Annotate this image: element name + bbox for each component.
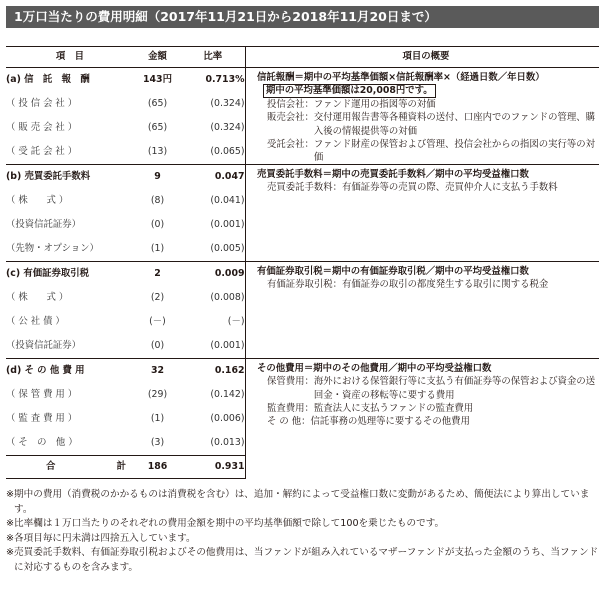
row-ratio: (0.041) bbox=[181, 189, 245, 213]
row-amount: 2 bbox=[134, 262, 181, 287]
overview-head: 信託報酬＝期中の平均基準価額×信託報酬率×（経過日数／年日数） bbox=[257, 72, 545, 83]
overview-head: その他費用＝期中のその他費用／期中の平均受益権口数 bbox=[257, 363, 492, 375]
row-amount: (0) bbox=[150, 340, 165, 352]
footnote: ※ 売買委託手数料、有価証券取引税およびその他費用は、当ファンドが組み入れているマザーファンドが支払った金額のうち、当ファンドに対応するものを含みます。 bbox=[6, 547, 599, 573]
row-ratio: (0.005) bbox=[181, 237, 245, 262]
row-ratio: (0.324) bbox=[181, 116, 245, 140]
cost-table bbox=[6, 46, 599, 479]
overview-line: そ の 他： 信託事務の処理等に要するその他費用 bbox=[267, 416, 470, 428]
footnote: ※ 各項目毎に円未満は四捨五入しています。 bbox=[6, 532, 196, 544]
row-ratio: (0.008) bbox=[181, 286, 245, 310]
row-item: （投資信託証券） bbox=[6, 340, 82, 352]
overview-line: 販売会社： 交付運用報告書等各種資料の送付、口座内でのファンドの管理、購入後の情報提供等の対価 bbox=[267, 112, 595, 137]
row-amount: (0) bbox=[150, 219, 165, 231]
overview-head: 有価証券取引税＝期中の有価証券取引税／期中の平均受益権口数 bbox=[257, 266, 529, 278]
overview-head: 売買委託手数料＝期中の売買委託手数料／期中の平均受益権口数 bbox=[257, 169, 529, 181]
overview-line: 売買委託手数料： 有価証券等の売買の際、売買仲介人に支払う手数料 bbox=[267, 182, 558, 194]
header-gap bbox=[245, 47, 253, 68]
row-amount: 9 bbox=[134, 165, 181, 190]
row-item: （ 公 社 債 ） bbox=[6, 316, 65, 328]
row-ratio: (0.142) bbox=[181, 383, 245, 407]
row-amount: (－) bbox=[149, 316, 166, 328]
header-overview: 項目の概要 bbox=[253, 47, 599, 68]
total-ratio: 0.931 bbox=[181, 456, 245, 479]
overview-other-expenses bbox=[253, 359, 599, 456]
table-row bbox=[6, 262, 599, 287]
overview-line: 保管費用： 海外における保管銀行等に支払う有価証券等の保管および資金の送回金・資産の移転等に要する費用 bbox=[267, 376, 596, 401]
footnote: ※ 期中の費用（消費税のかかるものは消費税を含む）は、追加・解約によって受益権口数に変動があるため、簡便法により算出しています。 bbox=[6, 489, 590, 515]
row-item: （ そ の 他 ） bbox=[6, 437, 78, 449]
row-amount: (29) bbox=[147, 389, 168, 401]
total-row bbox=[6, 456, 599, 479]
overview-commission bbox=[253, 165, 599, 262]
row-ratio: (0.065) bbox=[181, 140, 245, 165]
header-item: 項 目 bbox=[6, 47, 134, 68]
total-amount: 186 bbox=[134, 456, 181, 479]
row-item: （ 株 式 ） bbox=[6, 195, 69, 207]
row-item: （ 販 売 会 社 ） bbox=[6, 122, 78, 134]
row-ratio: 0.162 bbox=[181, 359, 245, 384]
overview-trust-fee bbox=[253, 68, 599, 165]
table-header-row bbox=[6, 47, 599, 68]
row-item: （ 株 式 ） bbox=[6, 292, 69, 304]
row-ratio: (－) bbox=[181, 310, 245, 334]
average-nav-box: 期中の平均基準価額は20,008円です。 bbox=[263, 84, 436, 98]
row-item: (a) 信 託 報 酬 bbox=[6, 68, 134, 93]
row-amount: (2) bbox=[150, 292, 165, 304]
row-ratio: (0.324) bbox=[181, 92, 245, 116]
row-ratio: (0.013) bbox=[181, 431, 245, 456]
total-label: 合 計 bbox=[6, 456, 134, 479]
row-item: （ 受 託 会 社 ） bbox=[6, 146, 78, 158]
row-ratio: 0.713% bbox=[181, 68, 245, 93]
row-amount: (3) bbox=[150, 437, 165, 449]
row-item: (b) 売買委託手数料 bbox=[6, 165, 134, 190]
row-ratio: 0.009 bbox=[181, 262, 245, 287]
row-amount: (1) bbox=[150, 243, 165, 255]
row-amount: (65) bbox=[147, 98, 168, 110]
row-item: （先物・オプション） bbox=[6, 243, 99, 255]
row-item: （ 投 信 会 社 ） bbox=[6, 98, 78, 110]
overview-line: 監査費用： 監査法人に支払うファンドの監査費用 bbox=[267, 402, 474, 414]
section-title: 1万口当たりの費用明細（2017年11月21日から2018年11月20日まで） bbox=[6, 6, 599, 28]
row-amount: (8) bbox=[150, 195, 165, 207]
table-row bbox=[6, 68, 599, 93]
row-item: (d) そ の 他 費 用 bbox=[6, 359, 134, 384]
row-amount: (1) bbox=[150, 413, 165, 425]
row-ratio: (0.006) bbox=[181, 407, 245, 431]
header-amount: 金額 bbox=[134, 47, 181, 68]
overview-line: 受託会社： ファンド財産の保管および管理、投信会社からの指図の実行等の対価 bbox=[267, 138, 595, 164]
row-amount: 143円 bbox=[134, 68, 181, 93]
overview-line: 投信会社： ファンド運用の指図等の対価 bbox=[267, 99, 436, 111]
table-row bbox=[6, 165, 599, 190]
row-item: （ 保 管 費 用 ） bbox=[6, 389, 78, 401]
table-row bbox=[6, 359, 599, 384]
row-item: （投資信託証券） bbox=[6, 219, 82, 231]
footnote: ※ 比率欄は１万口当たりのそれぞれの費用金額を期中の平均基準価額で除して100を乗じたものです。 bbox=[6, 518, 445, 529]
row-amount: (13) bbox=[147, 146, 168, 158]
row-item: (c) 有価証券取引税 bbox=[6, 262, 134, 287]
footnotes bbox=[6, 488, 599, 575]
row-item: （ 監 査 費 用 ） bbox=[6, 413, 78, 425]
header-ratio: 比率 bbox=[181, 47, 245, 68]
overview-line: 有価証券取引税： 有価証券の取引の都度発生する取引に関する税金 bbox=[267, 279, 549, 291]
row-amount: (65) bbox=[147, 122, 168, 134]
overview-transaction-tax bbox=[253, 262, 599, 359]
row-ratio: 0.047 bbox=[181, 165, 245, 190]
row-ratio: (0.001) bbox=[181, 213, 245, 237]
row-ratio: (0.001) bbox=[181, 334, 245, 359]
row-amount: 32 bbox=[134, 359, 181, 384]
